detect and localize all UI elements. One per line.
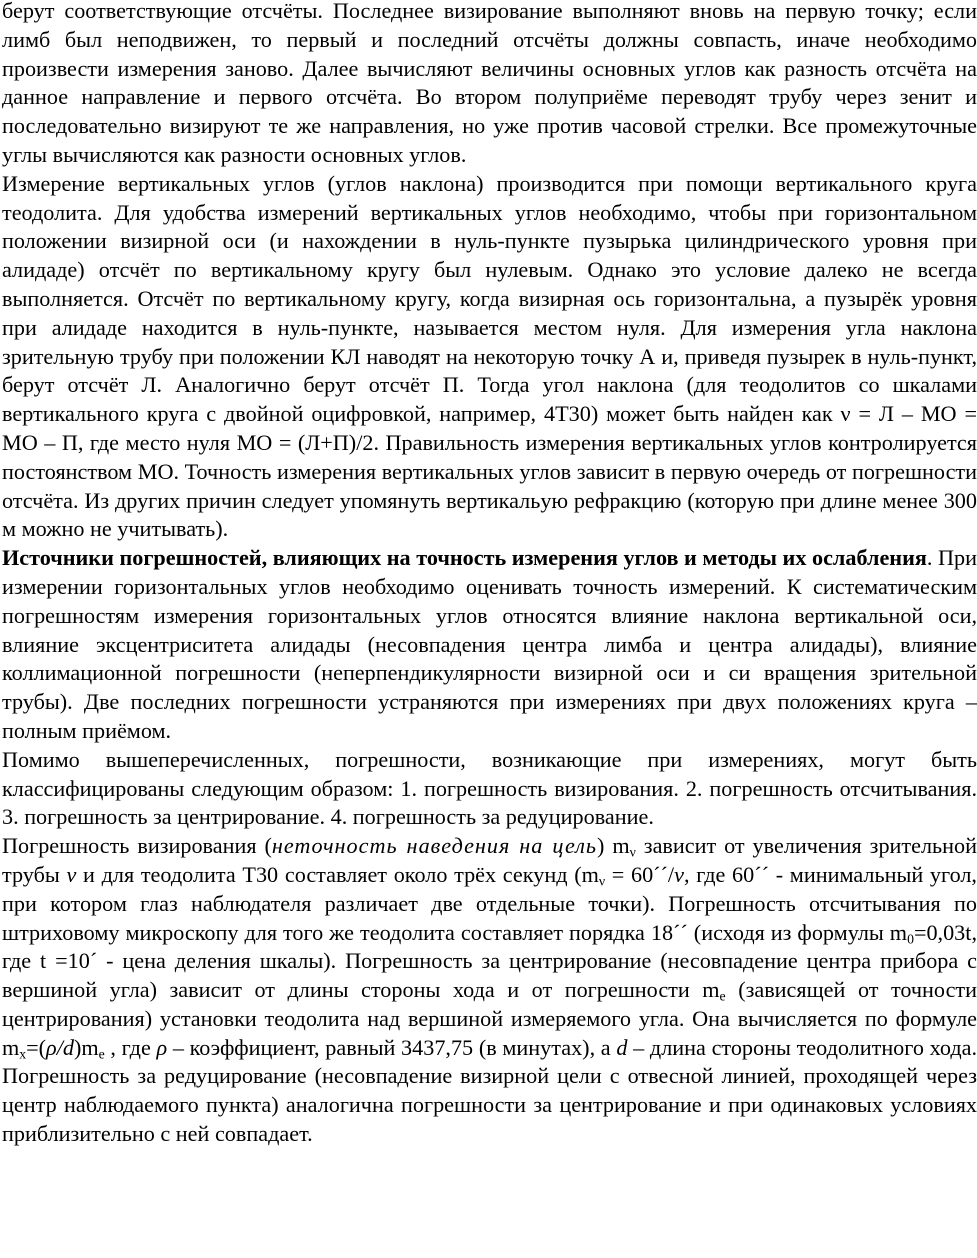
paragraph-error-details [2, 832, 977, 1149]
subscript: e [719, 988, 726, 1004]
text-run: Погрешность визирования ( [2, 833, 272, 859]
error-sources-text: . При измерении горизонтальных углов необходимо оценивать точность измерений. К систематическим погрешностям измерения горизонтальных углов относятся влияние наклона вертикальной оси, влияние эксцентриситета алидады (несовпадения центра лимба и центра алидады), влияние коллимационной погрешности (неперпендикулярности визирной оси и си вращения зрительной трубы). Две последних погрешности устраняются при измерениях при двух положениях круга – полным приёмом. [2, 545, 977, 743]
text-run: – длина стороны теодолитного хода. Погрешность за редуцирование (несовпадение визирной цели с отвесной линией, проходящей через центр наблюдаемого пункта) аналогична погрешности за центрирование и при одинаковых условиях приблизительно с ней совпадает. [2, 1034, 977, 1147]
italic-symbol: ρ [156, 1034, 168, 1060]
subscript: ν [629, 844, 636, 860]
italic-symbol: ν [674, 861, 684, 887]
text-run: зависит от увеличения зрительной трубы [2, 833, 977, 887]
subscript: e [98, 1046, 105, 1062]
paragraph-error-classification: Помимо вышеперечисленных, погрешности, возникающие при измерениях, могут быть классифицированы следующим образом: 1. погрешность визирования. 2. погрешность отсчитывания. 3. погрешность за центрирование. 4. погрешность за редуцирование. [2, 746, 977, 830]
italic-symbol: d [616, 1034, 628, 1060]
subscript: 0 [907, 930, 914, 946]
text-run: )m [73, 1034, 99, 1060]
section-heading-error-sources: Источники погрешностей, влияющих на точность измерения углов и методы их ослабления [2, 545, 927, 571]
italic-formula: ρ/d [46, 1034, 74, 1060]
text-run: и для теодолита Т30 составляет около трёх секунд (m [76, 861, 599, 887]
text-run: , где 60´´ - минимальный угол, при котором глаз наблюдателя различает две отдельные точки). Погрешность отсчитывания по штриховому микроскопу для того же теодолита составляет порядка 18´´ (исходя из формулы m [2, 861, 977, 945]
subscript: x [19, 1046, 27, 1062]
text-run: (зависящей от точности центрирования) установки теодолита над вершиной измеряемого угла. Она вычисляется по формуле m [2, 977, 977, 1060]
document-page [2, 0, 977, 1149]
subscript: ν [598, 873, 606, 889]
paragraph-horizontal-angles-end: берут соответствующие отсчёты. Последнее визирование выполняют вновь на первую точку; если лимб был неподвижен, то первый и последний отсчёты должны совпасть, иначе необходимо произвести измерения заново. Далее вычисляют величины основных углов как разность отсчёта на данное направление и первого отсчёта. Во втором полуприёме переводят трубу через зенит и последовательно визируют те же направления, но уже против часовой стрелки. Все промежуточные углы вычисляются как разности основных углов. [2, 0, 977, 167]
paragraph-vertical-angles: Измерение вертикальных углов (углов наклона) производится при помощи вертикального круга теодолита. Для удобства измерений вертикальных углов необходимо, чтобы при горизонтальном положении визирной оси (и нахождении в нуль-пункте пузырька цилиндрического уровня при алидаде) отсчёт по вертикальному кругу был нулевым. Однако это условие далеко не всегда выполняется. Отсчёт по вертикальному кругу, когда визирная ось горизонтальна, а пузырёк уровня при алидаде находится в нуль-пункте, называется местом нуля. Для измерения угла наклона зрительную трубу при положении КЛ наводят на некоторую точку А и, приведя пузырек в нуль-пункт, берут отсчёт Л. Аналогично берут отсчёт П. Тогда угол наклона (для теодолитов со шкалами вертикального круга с двойной оцифровкой, например, 4Т30) может быть найден как ν = Л – МО = МО – П, где место нуля МО = (Л+П)/2. Правильность измерения вертикальных углов контролируется постоянством МО. Точность измерения вертикальных углов зависит в первую очередь от погрешности отсчёта. Из других причин следует упомянуть вертикальую рефракцию (которую при длине менее 300 м можно не учитывать). [2, 170, 977, 542]
italic-term: неточность наведения на цель [271, 833, 598, 859]
text-run: =( [26, 1034, 47, 1060]
italic-symbol: ν [66, 861, 77, 887]
text-run: ) m [597, 833, 630, 859]
text-run: = 60´´/ [605, 861, 675, 887]
text-run: , где [104, 1034, 157, 1060]
paragraph-error-sources [2, 544, 977, 746]
text-run: =0,03t, где t =10´ - цена деления шкалы). Погрешность за центрирование (несовпадение центра прибора с вершиной угла) зависит от длины стороны хода и от погрешности m [2, 919, 977, 1003]
text-run: – коэффициент, равный 3437,75 (в минутах), а [167, 1034, 617, 1060]
